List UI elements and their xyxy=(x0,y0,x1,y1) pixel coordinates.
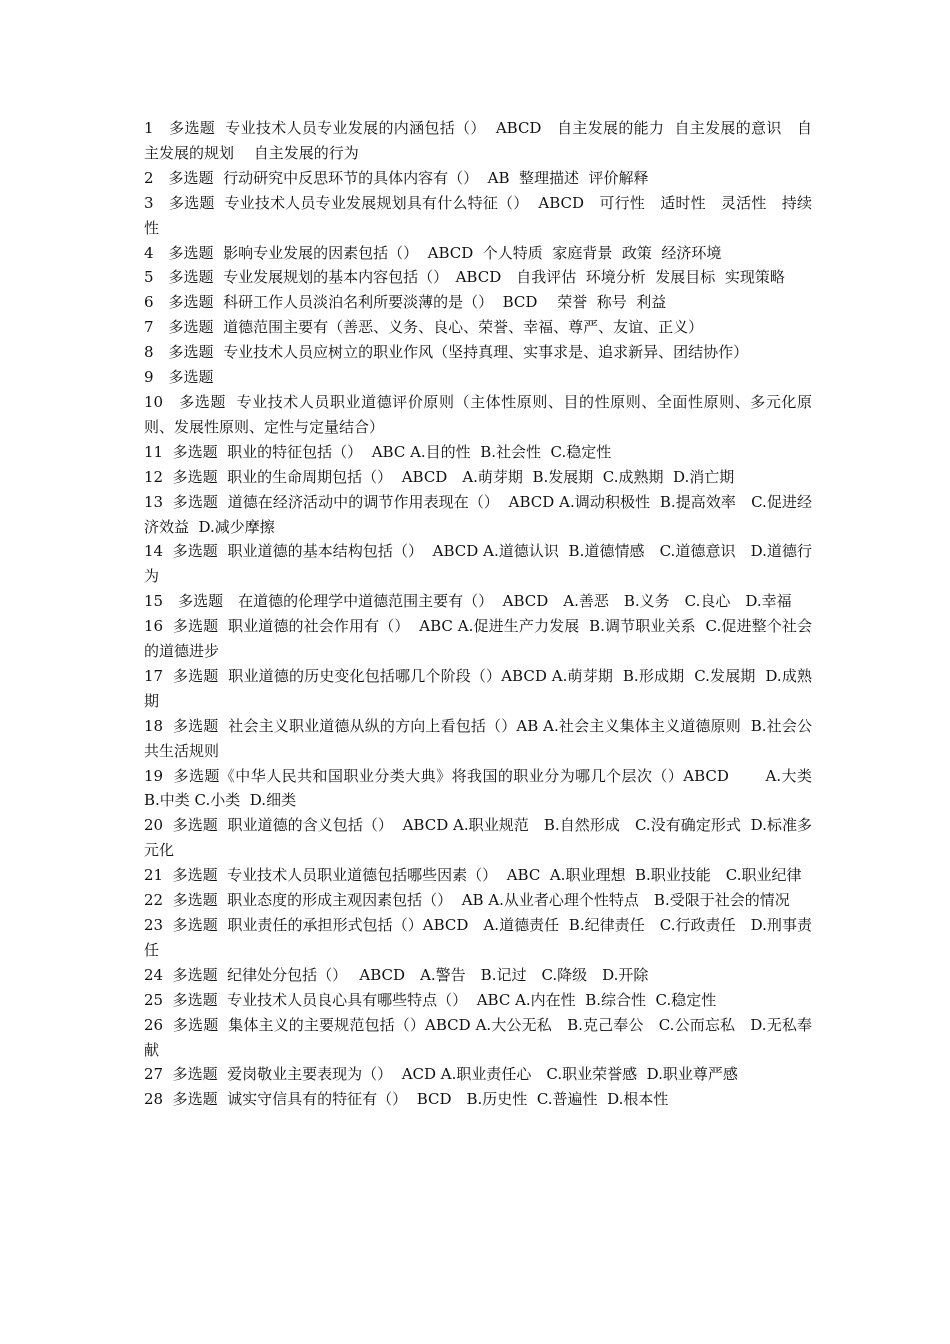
question-item-5: 5 多选题 专业发展规划的基本内容包括（） ABCD 自我评估 环境分析 发展目标 实现策略 xyxy=(144,268,785,287)
question-item-18: 18 多选题 社会主义职业道德从纵的方向上看包括（）AB A.社会主义集体主义道德原则 B.社会公共生活规则 xyxy=(144,716,812,760)
question-item-25: 25 多选题 专业技术人员良心具有哪些特点（） ABC A.内在性 B.综合性 C.稳定性 xyxy=(144,990,717,1009)
question-item-22: 22 多选题 职业态度的形成主观因素包括（） AB A.从业者心理个性特点 B.受限于社会的情况 xyxy=(144,891,790,910)
question-item-23: 23 多选题 职业责任的承担形式包括（）ABCD A.道德责任 B.纪律责任 C.行政责任 D.刑事责任 xyxy=(144,916,812,959)
question-item-16: 16 多选题 职业道德的社会作用有（） ABC A.促进生产力发展 B.调节职业关系 C.促进整个社会的道德进步 xyxy=(144,617,812,661)
question-item-28: 28 多选题 诚实守信具有的特征有（） BCD B.历史性 C.普遍性 D.根本性 xyxy=(144,1090,669,1109)
question-item-9: 9 多选题 xyxy=(144,368,214,387)
question-item-21: 21 多选题 专业技术人员职业道德包括哪些因素（） ABC A.职业理想 B.职业技能 C.职业纪律 xyxy=(144,866,802,885)
question-item-3: 3 多选题 专业技术人员专业发展规划具有什么特征（） ABCD 可行性 适时性 灵活性 持续性 xyxy=(144,193,812,237)
question-item-12: 12 多选题 职业的生命周期包括（） ABCD A.萌芽期 B.发展期 C.成熟期 D.消亡期 xyxy=(144,467,735,486)
question-item-10: 10 多选题 专业技术人员职业道德评价原则（主体性原则、目的性原则、全面性原则、多元化原则、发展性原则、定性与定量结合） xyxy=(144,392,812,436)
question-item-20: 20 多选题 职业道德的含义包括（） ABCD A.职业规范 B.自然形成 C.没有确定形式 D.标准多元化 xyxy=(144,816,812,860)
question-item-17: 17 多选题 职业道德的历史变化包括哪几个阶段（）ABCD A.萌芽期 B.形成期 C.发展期 D.成熟期 xyxy=(144,666,812,710)
question-item-15: 15 多选题 在道德的伦理学中道德范围主要有（） ABCD A.善恶 B.义务 C.良心 D.幸福 xyxy=(144,592,792,611)
question-item-6: 6 多选题 科研工作人员淡泊名利所要淡薄的是（） BCD 荣誉 称号 利益 xyxy=(144,293,667,312)
question-item-8: 8 多选题 专业技术人员应树立的职业作风（坚持真理、实事求是、追求新异、团结协作） xyxy=(144,343,749,362)
question-item-19: 19 多选题《中华人民共和国职业分类大典》将我国的职业分为哪几个层次（）ABCD A.大类 B.中类 C.小类 D.细类 xyxy=(144,766,828,810)
question-item-7: 7 多选题 道德范围主要有（善恶、义务、良心、荣誉、幸福、尊严、友谊、正义） xyxy=(144,318,704,337)
question-item-4: 4 多选题 影响专业发展的因素包括（） ABCD 个人特质 家庭背景 政策 经济环境 xyxy=(144,243,722,262)
question-item-2: 2 多选题 行动研究中反思环节的具体内容有（） AB 整理描述 评价解释 xyxy=(144,168,649,187)
question-item-11: 11 多选题 职业的特征包括（） ABC A.目的性 B.社会性 C.稳定性 xyxy=(144,442,612,461)
question-item-26: 26 多选题 集体主义的主要规范包括（）ABCD A.大公无私 B.克己奉公 C.公而忘私 D.无私奉献 xyxy=(144,1015,812,1059)
document-body xyxy=(144,116,828,1112)
question-item-27: 27 多选题 爱岗敬业主要表现为（） ACD A.职业责任心 C.职业荣誉感 D.职业尊严感 xyxy=(144,1065,738,1084)
question-item-13: 13 多选题 道德在经济活动中的调节作用表现在（） ABCD A.调动积极性 B.提高效率 C.促进经济效益 D.减少摩擦 xyxy=(144,492,812,536)
question-item-14: 14 多选题 职业道德的基本结构包括（） ABCD A.道德认识 B.道德情感 C.道德意识 D.道德行为 xyxy=(144,542,812,586)
question-item-1: 1 多选题 专业技术人员专业发展的内涵包括（） ABCD 自主发展的能力 自主发展的意识 自主发展的规划 自主发展的行为 xyxy=(144,119,812,162)
question-item-24: 24 多选题 纪律处分包括（） ABCD A.警告 B.记过 C.降级 D.开除 xyxy=(144,965,649,984)
